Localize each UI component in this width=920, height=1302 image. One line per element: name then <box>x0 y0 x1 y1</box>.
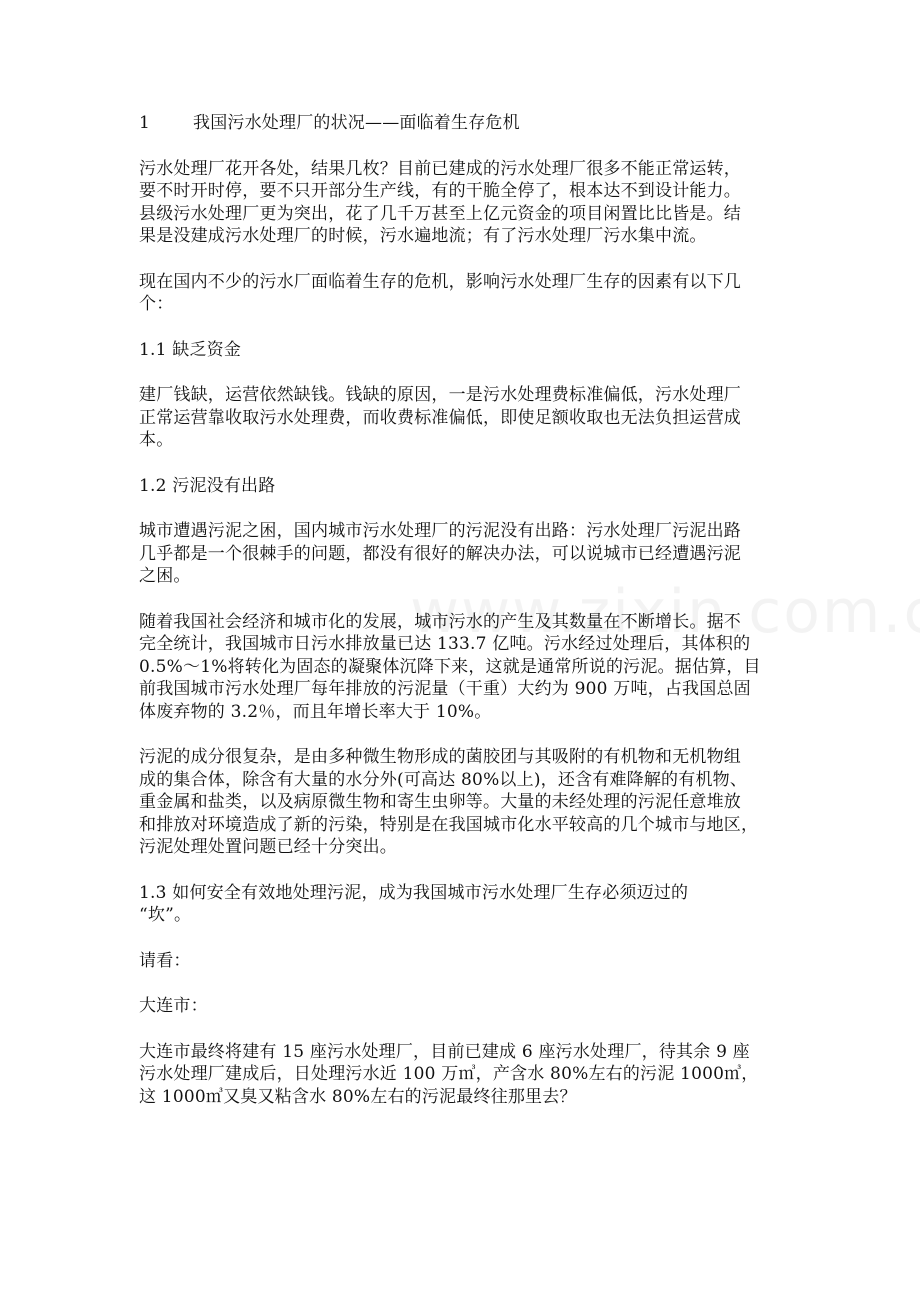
paragraph-line: 和排放对环境造成了新的污染，特别是在我国城市化水平较高的几个城市与地区， <box>139 814 759 835</box>
paragraph-line: 建厂钱缺，运营依然缺钱。钱缺的原因，一是污水处理费标准偏低，污水处理厂 <box>139 385 741 405</box>
paragraph-line: 果是没建成污水处理厂的时候，污水遍地流；有了污水处理厂污水集中流。 <box>139 226 707 246</box>
paragraph-line: 大连市： <box>139 996 208 1016</box>
paragraph <box>139 158 789 248</box>
paragraph-line: 现在国内不少的污水厂面临着生存的危机，影响污水处理厂生存的因素有以下几 <box>139 271 741 292</box>
paragraph-line: 几乎都是一个很棘手的问题，都没有很好的解决办法，可以说城市已经遭遇污泥 <box>139 543 741 564</box>
paragraph <box>139 520 789 588</box>
paragraph-line: 污水处理厂花开各处，结果几枚？目前已建成的污水处理厂很多不能正常运转， <box>139 158 741 179</box>
paragraph-list <box>139 158 789 1109</box>
paragraph <box>139 995 789 1018</box>
paragraph <box>139 339 789 362</box>
paragraph-line: 个： <box>139 294 174 314</box>
document-body <box>139 112 789 1131</box>
paragraph-line: 污泥的成分很复杂，是由多种微生物形成的菌胶团与其吸附的有机物和无机物组 <box>139 747 741 767</box>
paragraph-line: 之困。 <box>139 566 191 586</box>
paragraph-line: 本。 <box>139 430 174 450</box>
paragraph <box>139 384 789 452</box>
paragraph-line: 城市遭遇污泥之困，国内城市污水处理厂的污泥没有出路：污水处理厂污泥出路 <box>139 521 741 541</box>
section-heading <box>139 112 789 135</box>
heading-title: 我国污水处理厂的状况——面临着生存危机 <box>193 113 520 133</box>
paragraph-line: 污水处理厂建成后，日处理污水近 100 万㎥，产含水 80%左右的污泥 1000㎥， <box>139 1064 759 1084</box>
paragraph-line: 正常运营靠收取污水处理费，而收费标准偏低，即使足额收取也无法负担运营成 <box>139 407 741 428</box>
paragraph-line: “坎”。 <box>139 905 192 925</box>
paragraph-line: 1.1 缺乏资金 <box>139 339 242 360</box>
paragraph <box>139 882 789 927</box>
paragraph-line: 成的集合体，除含有大量的水分外(可高达 80%以上)，还含有难降解的有机物、 <box>139 769 748 790</box>
paragraph <box>139 1041 789 1109</box>
paragraph-line: 请看： <box>139 950 191 971</box>
paragraph-line: 前我国城市污水处理厂每年排放的污泥量（干重）大约为 900 万吨，占我国总固 <box>139 679 751 699</box>
paragraph-line: 0.5%～1%将转化为固态的凝聚体沉降下来，这就是通常所说的污泥。据估算，目 <box>139 656 761 677</box>
paragraph <box>139 271 789 316</box>
paragraph-line: 完全统计，我国城市日污水排放量已达 133.7 亿吨。污水经过处理后，其体积的 <box>139 634 751 654</box>
paragraph-line: 体废弃物的 3.2％，而且年增长率大于 10%。 <box>139 701 492 722</box>
paragraph-line: 县级污水处理厂更为突出，花了几千万甚至上亿元资金的项目闲置比比皆是。结 <box>139 203 741 224</box>
paragraph-line: 大连市最终将建有 15 座污水处理厂，目前已建成 6 座污水处理厂，待其余 9 座 <box>139 1041 750 1062</box>
paragraph <box>139 950 789 973</box>
paragraph-line: 1.3 如何安全有效地处理污泥，成为我国城市污水处理厂生存必须迈过的 <box>139 882 689 903</box>
paragraph-line: 要不时开时停，要不只开部分生产线，有的干脆全停了，根本达不到设计能力。 <box>139 181 741 201</box>
paragraph <box>139 746 789 859</box>
paragraph-line: 1.2 污泥没有出路 <box>139 475 276 496</box>
paragraph-line: 随着我国社会经济和城市化的发展，城市污水的产生及其数量在不断增长。据不 <box>139 611 741 632</box>
heading-number: 1 <box>139 113 151 133</box>
paragraph-line: 污泥处理处置问题已经十分突出。 <box>139 837 397 857</box>
paragraph-line: 重金属和盐类，以及病原微生物和寄生虫卵等。大量的未经处理的污泥任意堆放 <box>139 792 741 812</box>
paragraph-line: 这 1000㎥又臭又粘含水 80%左右的污泥最终往那里去？ <box>139 1086 577 1107</box>
paragraph <box>139 611 789 724</box>
paragraph <box>139 475 789 498</box>
